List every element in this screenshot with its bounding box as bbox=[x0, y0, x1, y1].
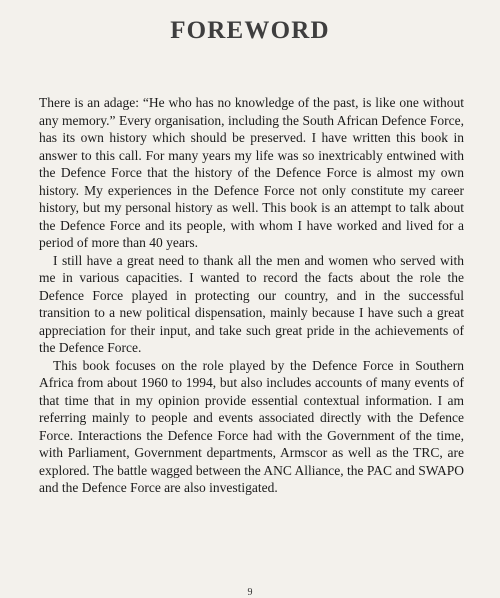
paragraph-3: This book focuses on the role played by the Defence Force in Southern Africa from about 1960 to 1994, but also includes accounts of many events of that time that in my opinion provide essential contextual information. I am referring mainly to people and events associated directly with the Defence Force. Interactions the Defence Force had with the Government of the time, with Parliament, Government departments, Armscor as well as the TRC, are explored. The battle wagged between the ANC Alliance, the PAC and SWAPO and the Defence Force are also investigated. bbox=[39, 357, 464, 495]
chapter-title: FOREWORD bbox=[170, 17, 330, 44]
paragraph-2: I still have a great need to thank all the men and women who served with me in various capacities. I wanted to record the facts about the role the Defence Force played in protecting our country, and in the successful transition to a new political dispensation, mainly because I have such a great appreciation for their input, and take such great pride in the achievements of the Defence Force. bbox=[39, 252, 464, 355]
paragraph-1: There is an adage: “He who has no knowledge of the past, is like one without any memory.” Every organisation, including the South African Defence Force, has its own history which should be preserved. I have written this book in answer to this call. For many years my life was so inextricably entwined with the Defence Force that the history of the Defence Force is almost my own history. My experiences in the Defence Force not only constitute my career history, but my personal history as well. This book is an attempt to talk about the Defence Force and its people, with whom I have worked and lived for a period of more than 40 years. bbox=[39, 95, 464, 250]
foreword-body bbox=[39, 94, 464, 497]
page-number: 9 bbox=[247, 587, 253, 598]
